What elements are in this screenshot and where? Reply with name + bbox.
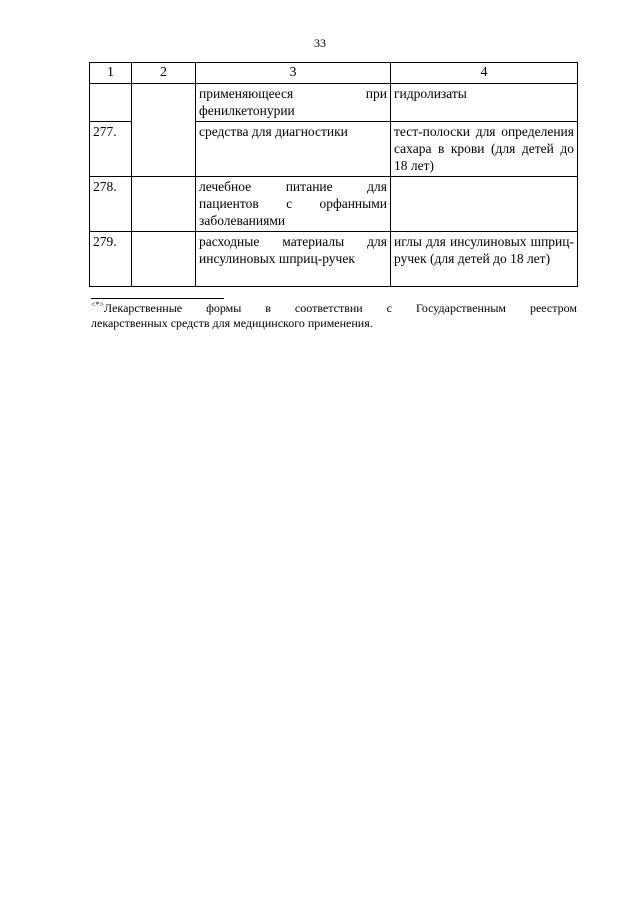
header-cell-4: 4 xyxy=(391,63,578,84)
drug-table xyxy=(89,62,578,287)
row-col2 xyxy=(132,177,196,232)
table-row xyxy=(90,84,578,122)
row-name-part: фенилкетонурии xyxy=(199,103,295,118)
footnote-word: соответствии xyxy=(294,301,363,315)
row-number: 279. xyxy=(90,232,132,287)
row-form xyxy=(391,177,578,232)
table-header-row xyxy=(90,63,578,84)
footnote-word: <*>Лекарственные xyxy=(91,300,183,315)
page-number: 33 xyxy=(314,36,326,50)
row-form: гидролизаты xyxy=(391,84,578,122)
footnote-word: с xyxy=(386,301,392,315)
row-name-part: при xyxy=(365,86,387,101)
footnote-word: реестром xyxy=(529,301,577,315)
row-form: тест-полоски для определения сахара в крови (для детей до 18 лет) xyxy=(391,122,578,177)
footnote-word: в xyxy=(265,301,271,315)
header-cell-2: 2 xyxy=(132,63,196,84)
row-number xyxy=(90,84,132,122)
table-row xyxy=(90,232,578,287)
row-form: иглы для инсулиновых шприц-ручек (для детей до 18 лет) xyxy=(391,232,578,287)
row-number: 278. xyxy=(90,177,132,232)
row-name: расходные материалы для инсулиновых шприц-ручек xyxy=(196,232,391,287)
table-row xyxy=(90,177,578,232)
row-name: средства для диагностики xyxy=(196,122,391,177)
row-col2 xyxy=(132,232,196,287)
header-cell-1: 1 xyxy=(90,63,132,84)
footnote xyxy=(91,301,577,331)
footnote-word: Государственным xyxy=(415,301,506,315)
footnote-line-2: лекарственных средств для медицинского применения. xyxy=(91,316,373,330)
footnote-word: формы xyxy=(206,301,242,315)
row-name-part: применяющееся xyxy=(199,86,294,101)
footnote-marker: <*> xyxy=(91,300,105,309)
footnote-separator xyxy=(91,298,224,299)
row-name: лечебное питание для пациентов с орфанными заболеваниями xyxy=(196,177,391,232)
row-col2 xyxy=(132,84,196,177)
header-cell-3: 3 xyxy=(196,63,391,84)
footnote-line-1 xyxy=(91,301,577,316)
row-name xyxy=(196,84,391,122)
row-number: 277. xyxy=(90,122,132,177)
